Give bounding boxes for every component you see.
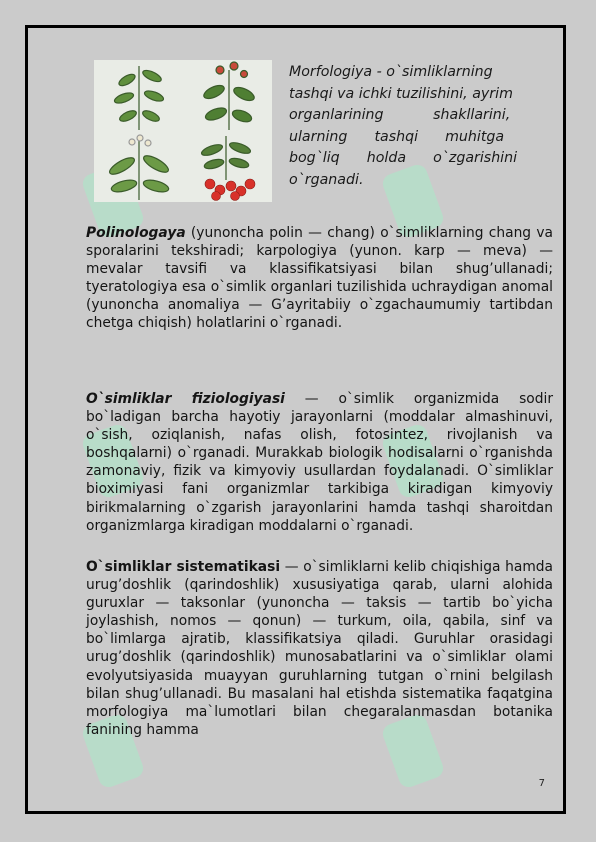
caption-line: Morfologiya - o`simliklarning (289, 64, 493, 80)
caption-line: organlarining shakllarini, (289, 107, 511, 123)
figure-caption (289, 62, 542, 191)
caption-line: tashqi va ichki tuzilishini, ayrim (289, 85, 513, 102)
botanical-figure (94, 60, 272, 202)
paragraph-fiziologiya (86, 390, 553, 535)
term-sistematika: O`simliklar sistematikasi (86, 559, 281, 575)
paragraph-text: (yunoncha polin — chang) o`simliklarning chang va sporalarini tekshiradi; karpologiya (yunon. karp — meva) — mevalar tavsifi va klassifikatsiyasi bilan shug’ullanadi; tyeratologiya esa o`simlik organlari tuzilishida uchraydigan anomal (yunoncha anomaliya — G’ayritabiiy o`zgachaumumiy tartibdan chetga chiqish) holatlarini o`rganadi. (86, 225, 553, 332)
paragraph-text: — o`simliklarni kelib chiqishiga hamda urug’doshlik (qarindoshlik) xususiyatiga qarab, ularni alohida guruxlar — taksonlar (yunoncha — taksis — tartib bo`yicha joylashish, nomos — qonun) — turkum, oila, qabila, sinf va bo`limlarga ajratib, klassifikatsiya qiladi. Guruhlar orasidagi urug’doshlik (qarindoshlik) munosabatlarini va o`simliklar olami evolyutsiyasida muayyan guruhlarning tutgan o`rnini belgilash bilan shug’ullanadi. Bu masalani hal etishda sistematika faqatgina morfologiya ma`lumotlari bilan chegaralanmasdan botanika fanining hamma (86, 559, 553, 738)
term-fiziologiya: O`simliklar fiziologiyasi (86, 391, 285, 407)
paragraph-polinologiya (86, 224, 553, 333)
caption-line: o`rganadi. (289, 171, 364, 188)
paragraph-sistematika (86, 558, 553, 739)
page-number: 7 (538, 778, 545, 789)
caption-line: ularning tashqi muhitga (289, 128, 505, 145)
page-frame (25, 25, 566, 814)
caption-line: bog`liq holda o`zgarishini (289, 150, 518, 166)
botanical-plants-icon (94, 60, 272, 202)
paragraph-text: — o`simlik organizmida sodir bo`ladigan barcha hayotiy jarayonlarni (moddalar almashinuvi, o`sish, oziqlanish, nafas olish, fotosintez, rivojlanish va boshqalarni) o`rganadi. Murakkab biologik hodisalarni o`rganishda zamonaviy, fizik va kimyoviy usullardan foydalanadi. O`simliklar bioximiyasi fani organizmlar tarkibiga kiradigan kimyoviy birikmalarning o`zgarish jarayonlarini hamda tashqi sharoitdan organizmlarga kiradigan moddalarni o`rganadi. (86, 391, 553, 534)
term-polinologaya: Polinologaya (86, 225, 186, 241)
